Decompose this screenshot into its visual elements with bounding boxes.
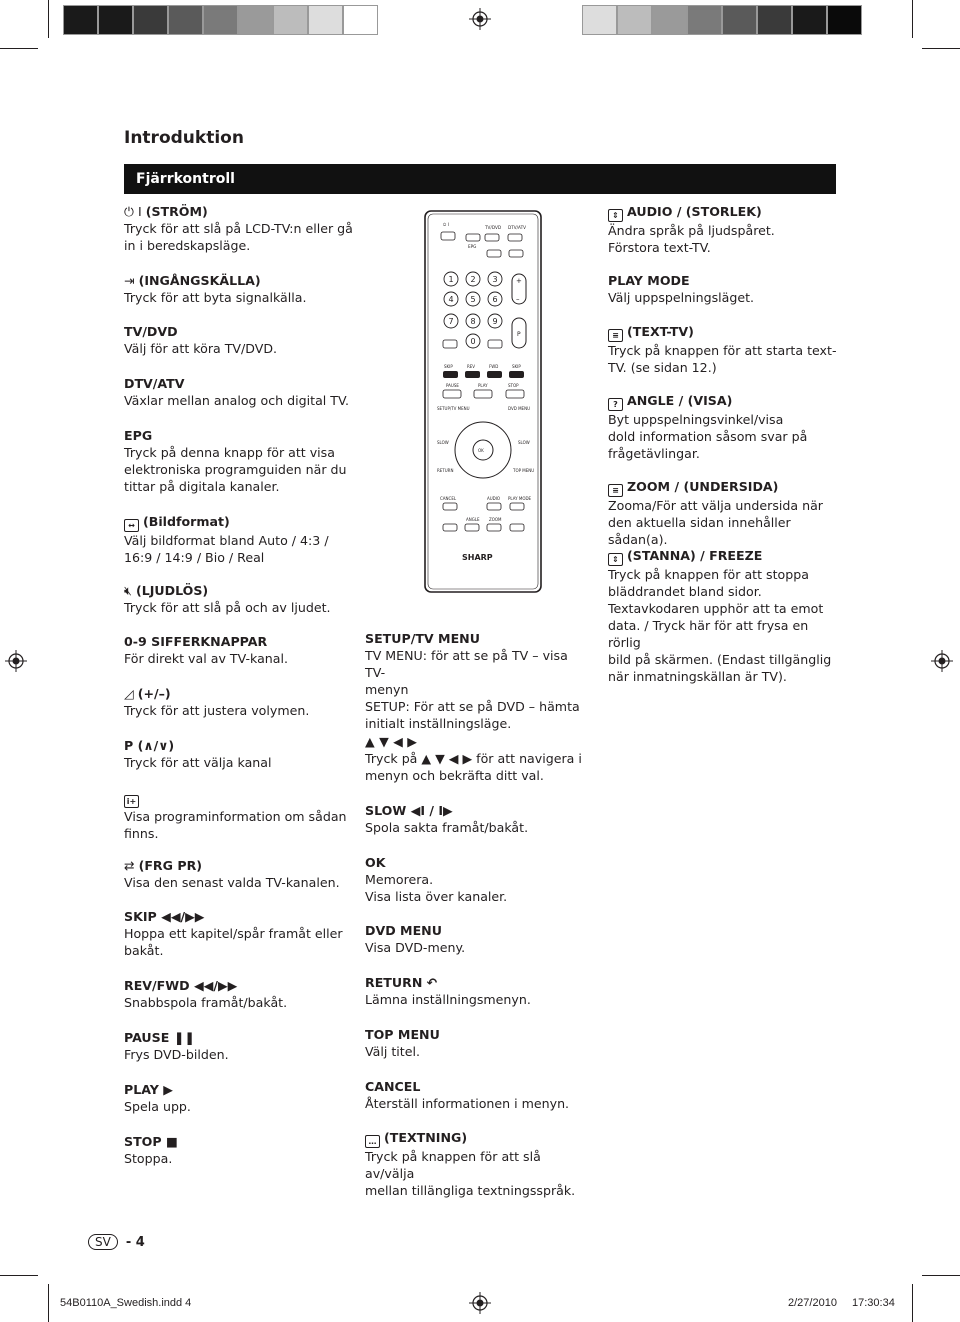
registration-mark-icon [931, 650, 953, 672]
power-icon: ⏻ I [124, 204, 142, 219]
page-number: SV - 4 [88, 1234, 145, 1250]
remote-label-slow-right: SLOW [518, 440, 530, 445]
remote-label-zoom: ZOOM [489, 517, 502, 522]
color-swatch [792, 5, 827, 35]
remote-label-playmode: PLAY MODE [508, 496, 532, 501]
color-swatch [63, 5, 98, 35]
item-aspect: ↔ (Bildformat) Välj bildformat bland Auto / 4:3 / 16:9 / 14:9 / Bio / Real [124, 514, 329, 565]
crop-mark [48, 1284, 49, 1322]
item-return: RETURN ↶ Lämna inställningsmenyn. [365, 975, 531, 1007]
volume-icon: ◿ [124, 686, 134, 701]
remote-label-tvdvd: TV/DVD [485, 225, 502, 230]
item-dtvatv: DTV/ATV Växlar mellan analog och digital TV. [124, 376, 349, 408]
item-dvdmenu: DVD MENU Visa DVD-meny. [365, 923, 466, 955]
svg-text:–: – [516, 295, 520, 303]
registration-mark-icon [469, 1292, 491, 1314]
color-swatch [617, 5, 652, 35]
registration-mark-icon [5, 650, 27, 672]
color-swatch [757, 5, 792, 35]
item-audio: ⇕ AUDIO / (STORLEK) Ändra språk på ljudspåret. Förstora text-TV. [608, 204, 775, 255]
item-setup: SETUP/TV MENU TV MENU: för att se på TV – visa TV- menyn SETUP: För att se på DVD – hämta initialt inställningsläge. [365, 631, 580, 731]
hold-icon: ⇕ [608, 553, 623, 566]
remote-label-ok: OK [478, 448, 484, 453]
item-power: ⏻ I (STRÖM) Tryck för att slå på LCD-TV:n eller gå in i beredskapsläge. [124, 204, 353, 253]
item-channel: P (∧/∨) Tryck för att välja kanal [124, 738, 272, 770]
item-mute: 🔇︎ (LJUDLÖS) Tryck för att slå på och av ljudet. [124, 583, 331, 615]
item-zoom: ≡ ZOOM / (UNDERSIDA) Zooma/För att välja undersida när den aktuella sidan innehåller sådan(a). [608, 479, 823, 547]
remote-label-slow-left: SLOW [437, 440, 449, 445]
remote-label-p: P [517, 331, 521, 338]
item-stop: STOP ■ Stoppa. [124, 1134, 178, 1166]
item-freeze: ⇕ (STANNA) / FREEZE Tryck på knappen för att stoppa bläddrandet bland sidor. Textavkodaren upphör att ta emot data. / Tryck här för att frysa en rörlig bild på skärmen. (Endast tillgänglig när inmatningskällan är TV). [608, 548, 832, 684]
item-play: PLAY ▶ Spela upp. [124, 1082, 191, 1114]
info-icon: i+ [124, 795, 139, 808]
crop-mark [48, 0, 49, 38]
page-title: Introduktion [124, 128, 244, 148]
remote-label-skip2: SKIP [512, 364, 521, 369]
item-playmode: PLAY MODE Välj uppspelningsläget. [608, 273, 755, 305]
return-channel-icon: ⇄ [124, 858, 135, 873]
remote-label-pause: PAUSE [446, 383, 459, 388]
remote-label-topmenu: TOP MENU [513, 468, 535, 473]
remote-label-cancel: CANCEL [440, 496, 457, 501]
crop-mark [922, 1275, 960, 1276]
input-icon: ⇥ [124, 273, 135, 288]
color-swatch [168, 5, 203, 35]
item-subtitle: … (TEXTNING) Tryck på knappen för att slå av/välja mellan tillängliga textningsspråk. [365, 1130, 576, 1198]
remote-label-rev: REV [467, 364, 476, 369]
section-header: Fjärrkontroll [124, 164, 836, 194]
crop-mark [0, 48, 38, 49]
teletext-icon: ≡ [608, 329, 623, 342]
remote-label-dvdmenu: DVD MENU [508, 406, 530, 411]
registration-mark-icon [469, 8, 491, 30]
remote-label-stop: STOP [508, 383, 519, 388]
remote-digit-label: 9 [492, 317, 498, 326]
remote-label-play: PLAY [478, 383, 488, 388]
item-ok: OK Memorera. Visa lista över kanaler. [365, 855, 508, 904]
crop-mark [0, 1275, 38, 1276]
color-swatch [203, 5, 238, 35]
remote-control-illustration [424, 210, 542, 593]
item-tvdvd: TV/DVD Välj för att köra TV/DVD. [124, 324, 278, 356]
item-info: i+ Visa programinformation om sådan finns. [124, 797, 347, 841]
color-swatch [652, 5, 687, 35]
item-slow: SLOW ◀I / I▶ Spola sakta framåt/bakåt. [365, 803, 529, 835]
remote-label-angle: ANGLE [466, 517, 480, 522]
color-swatch [98, 5, 133, 35]
remote-digit-label: 4 [448, 295, 454, 304]
remote-label-fwd: FWD [489, 364, 499, 369]
remote-label-epg: EPG [468, 244, 477, 249]
subtitle-icon: … [365, 1135, 380, 1148]
language-badge: SV [88, 1234, 118, 1250]
crop-mark [912, 1284, 913, 1322]
item-volume: ◿ (+/–) Tryck för att justera volymen. [124, 686, 310, 718]
remote-digit-label: 1 [448, 275, 454, 284]
remote-digit-label: 0 [470, 337, 476, 346]
reveal-icon: ? [608, 398, 623, 411]
mute-icon: 🔇︎ [124, 583, 132, 598]
remote-digit-label: 6 [492, 295, 498, 304]
remote-digit-label: 2 [470, 275, 476, 284]
item-teletext: ≡ (TEXT-TV) Tryck på knappen för att starta text- TV. (se sidan 12.) [608, 324, 837, 375]
remote-label-skip: SKIP [444, 364, 453, 369]
remote-label-audio: AUDIO [487, 496, 501, 501]
size-icon: ⇕ [608, 209, 623, 222]
slug-time: 17:30:34 [852, 1297, 895, 1309]
crop-mark [922, 48, 960, 49]
color-swatch [582, 5, 617, 35]
remote-digit-label: 7 [448, 317, 454, 326]
remote-label-return: RETURN [437, 468, 454, 473]
remote-label-setup: SETUP/TV MENU [437, 406, 470, 411]
item-cancel: CANCEL Återställ informationen i menyn. [365, 1079, 570, 1111]
remote-brand: SHARP [462, 553, 493, 562]
color-swatch [133, 5, 168, 35]
item-arrows: ▲ ▼ ◀ ▶ Tryck på ▲ ▼ ◀ ▶ för att navigera i menyn och bekräfta ditt val. [365, 734, 582, 783]
item-input: ⇥ (INGÅNGSKÄLLA) Tryck för att byta signalkälla. [124, 273, 307, 305]
color-swatch [273, 5, 308, 35]
svg-text:⏻ I: ⏻ I [443, 222, 449, 227]
color-swatch [343, 5, 378, 35]
aspect-icon: ↔ [124, 519, 139, 532]
color-swatch [722, 5, 757, 35]
color-swatch [238, 5, 273, 35]
remote-digit-label: 8 [470, 317, 476, 326]
item-epg: EPG Tryck på denna knapp för att visa elektroniska programguiden när du tittar på digitala kanaler. [124, 428, 347, 494]
color-swatch [827, 5, 862, 35]
crop-mark [912, 0, 913, 38]
item-pause: PAUSE ❚❚ Frys DVD-bilden. [124, 1030, 229, 1062]
item-topmenu: TOP MENU Välj titel. [365, 1027, 440, 1059]
item-angle: ? ANGLE / (VISA) Byt uppspelningsvinkel/visa dold information såsom svar på frågetävlingar. [608, 393, 808, 461]
item-digits: 0-9 SIFFERKNAPPAR För direkt val av TV-kanal. [124, 634, 289, 666]
item-revfwd: REV/FWD ◀◀/▶▶ Snabbspola framåt/bakåt. [124, 978, 288, 1010]
svg-text:+: + [516, 277, 522, 285]
item-frgpr: ⇄ (FRG PR) Visa den senast valda TV-kanalen. [124, 858, 340, 890]
remote-digit-label: 5 [470, 295, 476, 304]
slug-filename: 54B0110A_Swedish.indd 4 [60, 1297, 192, 1309]
remote-label-dtvatv: DTV/ATV [508, 225, 527, 230]
item-skip: SKIP ◀◀/▶▶ Hoppa ett kapitel/spår framåt eller bakåt. [124, 909, 343, 958]
color-swatch [687, 5, 722, 35]
slug-date: 2/27/2010 [788, 1297, 837, 1309]
color-swatch [308, 5, 343, 35]
remote-digit-label: 3 [492, 275, 498, 284]
subpage-icon: ≡ [608, 484, 623, 497]
